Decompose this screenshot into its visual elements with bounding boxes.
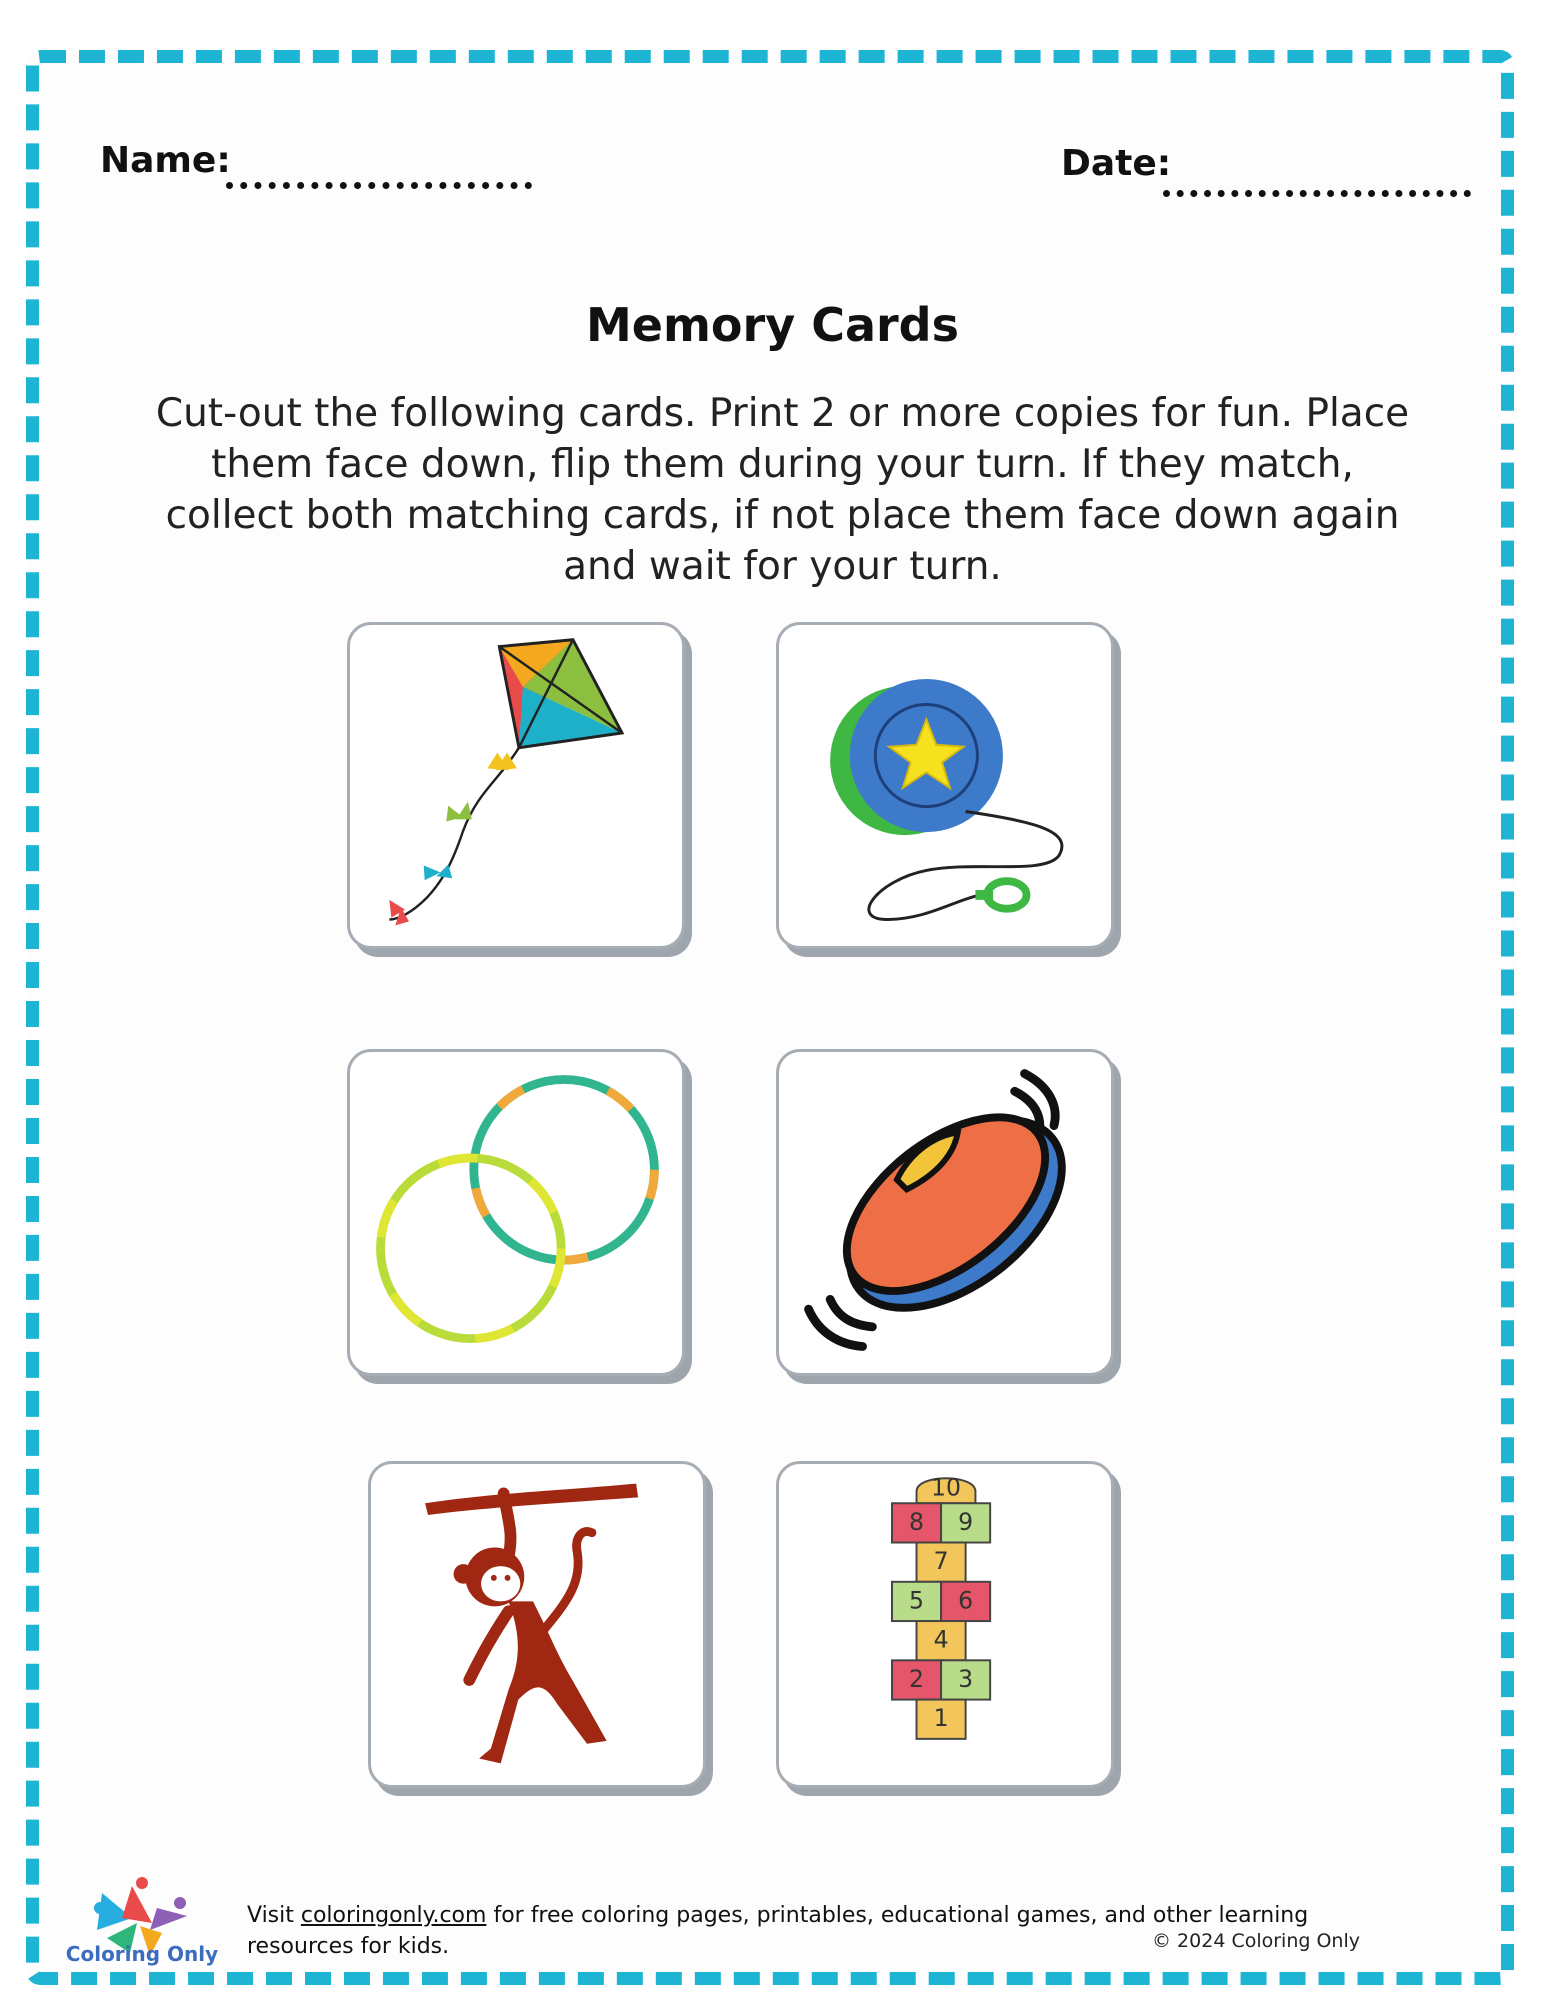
page-title: Memory Cards [586,298,959,352]
hopscotch-number: 9 [958,1507,974,1536]
flying-disc-icon [779,1052,1111,1373]
hopscotch-number: 4 [933,1625,949,1654]
coloringonly-link[interactable]: coloringonly.com [300,1903,487,1928]
footer-visit-prefix: Visit [247,1903,301,1928]
hopscotch-number: 1 [933,1704,949,1733]
memory-card-kite[interactable] [347,622,685,949]
kite-icon [350,625,682,946]
name-label: Name: [100,140,231,181]
hopscotch-number: 5 [909,1586,925,1615]
memory-card-hopscotch[interactable] [776,1461,1114,1788]
memory-card-monkey[interactable] [368,1461,706,1788]
instructions-text: Cut-out the following cards. Print 2 or more copies for fun. Place them face down, flip them during your turn. If they match, collect both matching cards, if not place them face down again and wait for your turn. [155,391,1410,589]
memory-card-flying-disc[interactable] [776,1049,1114,1376]
hopscotch-number: 3 [958,1664,974,1693]
hula-hoops-icon [350,1052,682,1373]
footer-visit-suffix: for free coloring pages, printables, educational games, and other learning resources for kids. [247,1903,1309,1959]
memory-card-hula-hoops[interactable] [347,1049,685,1376]
memory-card-yoyo[interactable] [776,622,1114,949]
hopscotch-icon [779,1464,1111,1785]
name-line[interactable] [226,182,532,189]
hopscotch-number: 6 [958,1586,974,1615]
hopscotch-number: 10 [930,1473,961,1502]
copyright-text: © 2024 Coloring Only [1152,1930,1360,1952]
logo-text: Coloring Only [65,1942,219,1966]
yoyo-icon [779,625,1111,946]
monkey-icon [371,1464,703,1785]
hopscotch-number: 8 [909,1507,925,1536]
date-label: Date: [1061,143,1172,184]
date-line[interactable] [1163,190,1471,197]
hopscotch-number: 2 [909,1664,925,1693]
hopscotch-number: 7 [933,1547,949,1576]
